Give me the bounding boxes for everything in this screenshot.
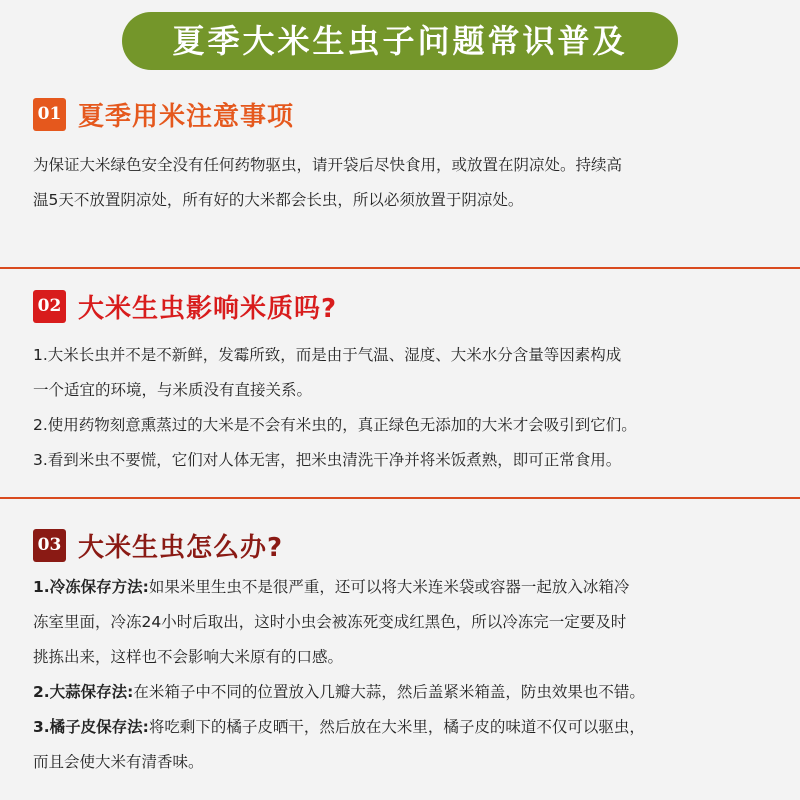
section-3-line: [33, 675, 783, 710]
section-1-line: 温5天不放置阴凉处，所有好的大米都会长虫，所以必须放置于阴凉处。: [33, 191, 524, 209]
section-2-title: 大米生虫影响米质吗?: [78, 293, 338, 324]
section-2-line: 3.看到米虫不要慌，它们对人体无害，把米虫清洗干净并将米饭煮熟，即可正常食用。: [33, 451, 622, 469]
section-3-header: [33, 528, 283, 562]
section-3-line: [33, 640, 783, 675]
section-3-line: [33, 605, 783, 640]
section-2-line: 1.大米长虫并不是不新鲜，发霉所致，而是由于气温、湿度、大米水分含量等因素构成: [33, 346, 622, 364]
method-text: 冻室里面，冷冻24小时后取出，这时小虫会被冻死变成红黑色，所以冷冻完一定要及时: [33, 613, 627, 631]
method-label: 1.冷冻保存方法:: [33, 578, 149, 596]
method-text: 将吃剩下的橘子皮晒干，然后放在大米里，橘子皮的味道不仅可以驱虫，: [148, 718, 645, 736]
section-3-body: [33, 570, 783, 780]
section-1-body: [33, 148, 783, 218]
section-3-number-badge: 03: [33, 529, 66, 562]
method-label: 2.大蒜保存法:: [33, 683, 134, 701]
section-1-line: 为保证大米绿色安全没有任何药物驱虫，请开袋后尽快食用，或放置在阴凉处。持续高: [33, 156, 623, 174]
section-3-line: [33, 710, 783, 745]
section-1-header: [33, 97, 294, 131]
method-label: 3.橘子皮保存法:: [33, 718, 149, 736]
method-text: 如果米里生虫不是很严重，还可以将大米连米袋或容器一起放入冰箱冷: [148, 578, 630, 596]
section-1-number-badge: 01: [33, 98, 66, 131]
section-2-body: [33, 338, 783, 478]
section-2-line: 一个适宜的环境，与米质没有直接关系。: [33, 381, 313, 399]
section-3-title: 大米生虫怎么办?: [78, 532, 284, 563]
section-1-title: 夏季用米注意事项: [78, 101, 295, 132]
section-2-number-badge: 02: [33, 290, 66, 323]
section-2-line: 2.使用药物刻意熏蒸过的大米是不会有米虫的，真正绿色无添加的大米才会吸引到它们。: [33, 416, 637, 434]
section-divider: [0, 267, 800, 269]
section-2-header: [33, 289, 337, 323]
method-text: 在米箱子中不同的位置放入几瓣大蒜，然后盖紧米箱盖，防虫效果也不错。: [133, 683, 645, 701]
section-3-line: [33, 745, 783, 780]
banner-wrap: [0, 12, 800, 70]
method-text: 挑拣出来，这样也不会影响大米原有的口感。: [33, 648, 344, 666]
page-title: 夏季大米生虫子问题常识普及: [122, 12, 678, 70]
method-text: 而且会使大米有清香味。: [33, 753, 204, 771]
section-3-line: [33, 570, 783, 605]
section-divider: [0, 497, 800, 499]
